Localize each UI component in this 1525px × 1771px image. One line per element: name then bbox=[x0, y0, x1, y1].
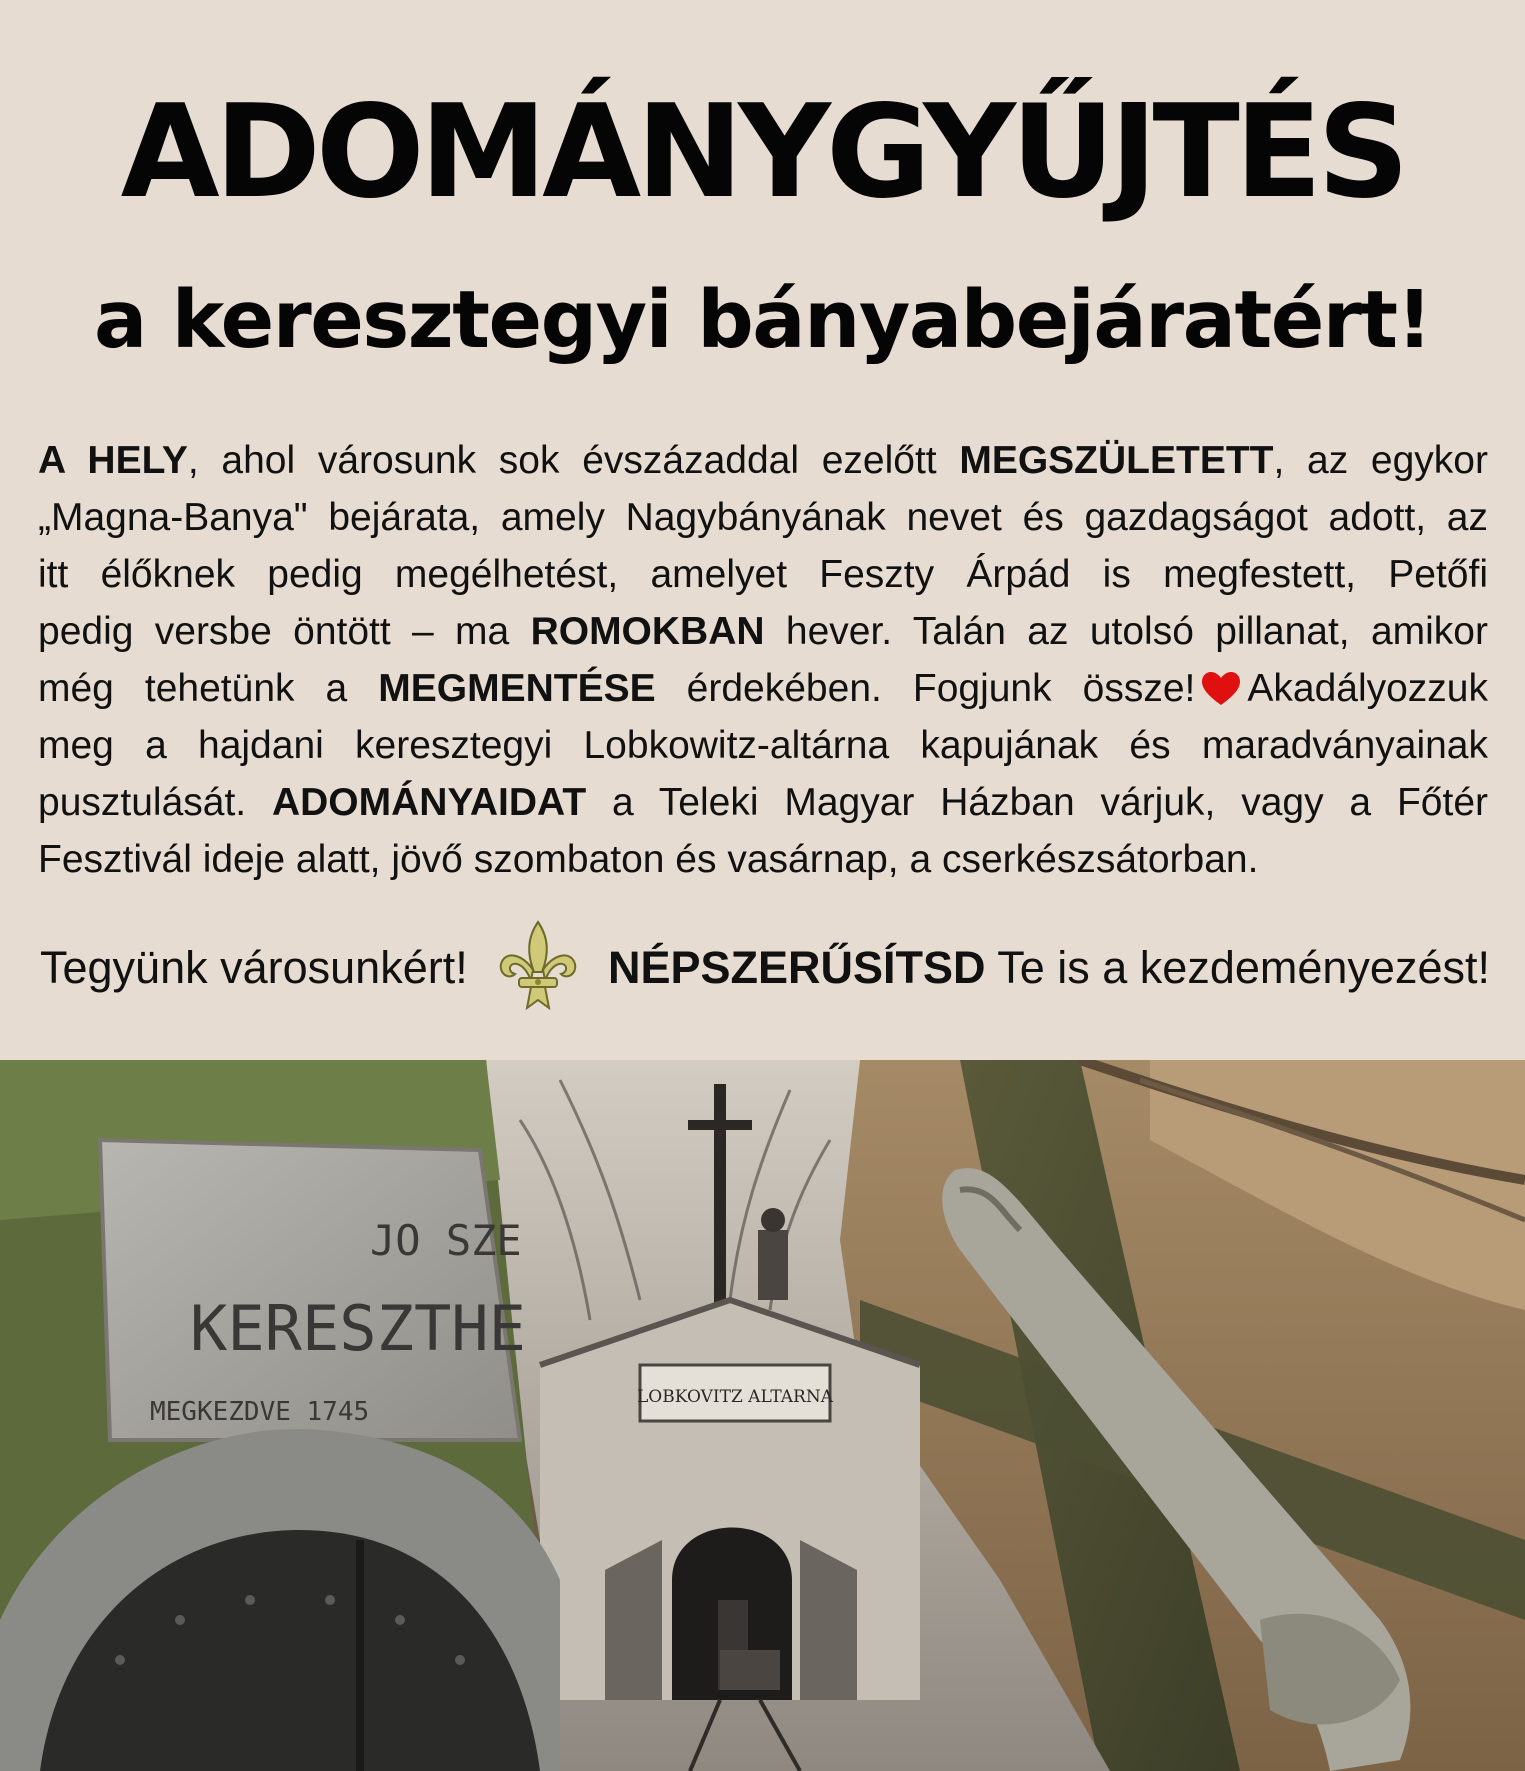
cta-left-text: Tegyünk városunkért! bbox=[40, 942, 468, 993]
body-line-3: itt élőknek pedig megélhetést, amelyet Feszty Árpád is megfestett, Petőfi bbox=[38, 553, 1488, 596]
body-line-6: meg a hajdani keresztegyi Lobkowitz-altárna kapujának és maradványainak bbox=[38, 724, 1488, 767]
body-paragraph bbox=[38, 432, 1488, 888]
body-line-7: pusztulását. ADOMÁNYAIDAT a Teleki Magyar Házban várjuk, vagy a Főtér bbox=[38, 781, 1488, 824]
body-line-5: még tehetünk a MEGMENTÉSE érdekében. Fogjunk össze! Akadályozzuk bbox=[38, 667, 1489, 710]
bold-megmentese: MEGMENTÉSE bbox=[378, 667, 656, 710]
body-line-2: „Magna-Banya" bejárata, amely Nagybányának nevet és gazdagságot adott, az bbox=[38, 496, 1488, 539]
body-line-8: Fesztivál ideje alatt, jövő szombaton és vasárnap, a cserkészsátorban. bbox=[38, 838, 1259, 881]
poster-title: ADOMÁNYGYŰJTÉS bbox=[120, 78, 1405, 227]
cta-right-text: NÉPSZERŰSÍTSD Te is a kezdeményezést! bbox=[607, 942, 1490, 993]
body-line-1: A HELY, ahol városunk sok évszázaddal ezelőtt MEGSZÜLETETT, az egykor bbox=[38, 439, 1488, 482]
scout-fleur-de-lis-icon bbox=[497, 920, 579, 1016]
bold-megszuletett: MEGSZÜLETETT bbox=[959, 439, 1274, 482]
bold-nepszerusitsd: NÉPSZERŰSÍTSD bbox=[607, 942, 986, 993]
stone-text-line-1: JO SZE bbox=[370, 1216, 522, 1265]
body-line-4: pedig versbe öntött – ma ROMOKBAN hever. Talán az utolsó pillanat, amikor bbox=[38, 610, 1488, 653]
call-to-action bbox=[40, 918, 1490, 1018]
heart-icon bbox=[1201, 671, 1241, 707]
bold-hely: A HELY bbox=[38, 439, 188, 482]
bold-romokban: ROMOKBAN bbox=[530, 610, 765, 653]
historic-sign-text: LOBKOVITZ ALTARNA bbox=[637, 1387, 833, 1407]
bold-adomanyaidat: ADOMÁNYAIDAT bbox=[271, 781, 587, 824]
poster-subtitle: a keresztegyi bányabejáratért! bbox=[93, 274, 1432, 366]
stone-text-line-2: KERESZTHE bbox=[190, 1292, 526, 1365]
photo-stone-plaque bbox=[0, 1060, 560, 1771]
photo-collage bbox=[0, 1060, 1525, 1771]
stone-text-line-3: MEGKEZDVE 1745 bbox=[150, 1397, 370, 1427]
